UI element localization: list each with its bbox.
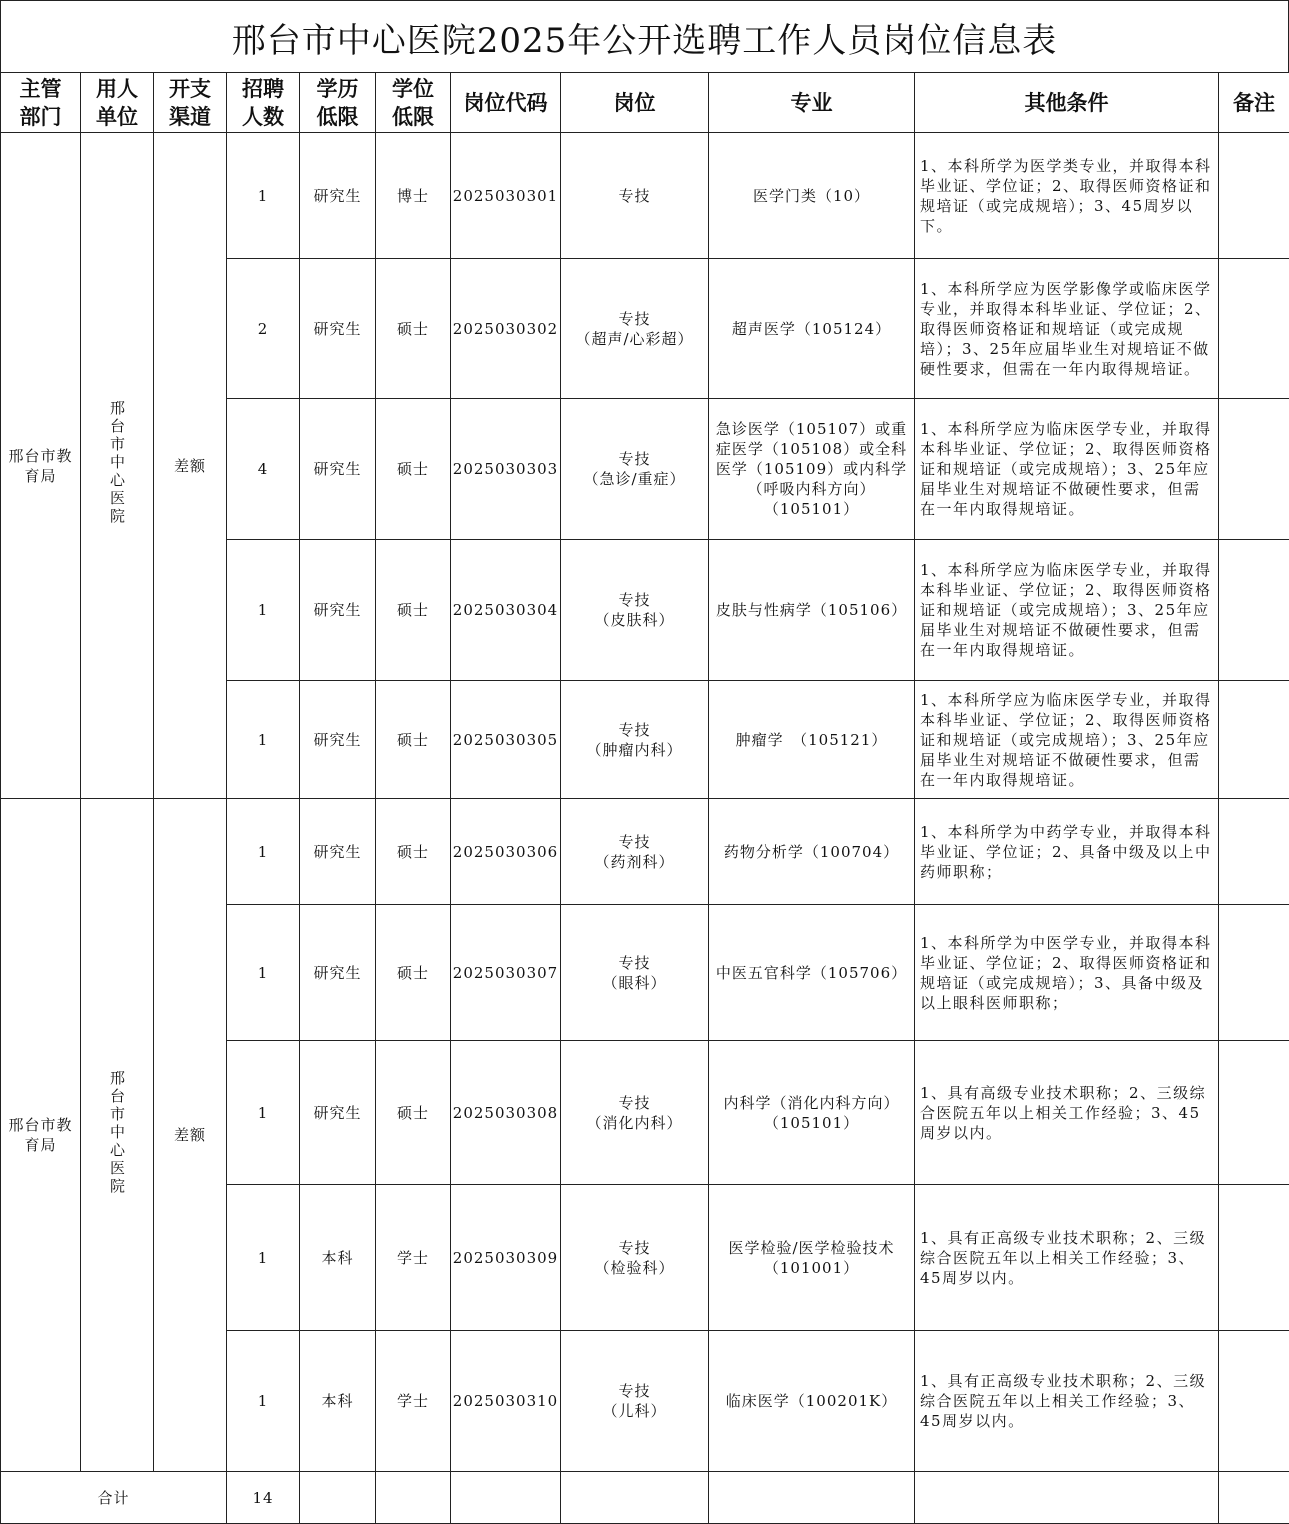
conditions-cell: 1、本科所学应为医学影像学或临床医学专业，并取得本科毕业证、学位证；2、取得医师资格证和规培证（或完成规培）；3、25年应届毕业生对规培证不做硬性要求，但需在一年内取得规培证。 — [915, 259, 1219, 399]
major-cell: 医学检验/医学检验技术（101001） — [709, 1185, 915, 1331]
remark-cell — [1219, 259, 1289, 399]
header-fund: 开支 渠道 — [154, 73, 227, 133]
edu-cell: 研究生 — [300, 133, 376, 259]
fund-cell: 差额 — [154, 799, 227, 1472]
table-row — [1, 133, 1289, 259]
edu-cell: 本科 — [300, 1185, 376, 1331]
dept-cell: 邢台市教育局 — [1, 133, 81, 799]
code-cell: 2025030306 — [451, 799, 561, 905]
empty-cell — [300, 1472, 376, 1524]
edu-cell: 本科 — [300, 1331, 376, 1472]
empty-cell — [915, 1472, 1219, 1524]
conditions-cell: 1、具有高级专业技术职称；2、三级综合医院五年以上相关工作经验；3、45周岁以内。 — [915, 1041, 1219, 1185]
code-cell: 2025030303 — [451, 399, 561, 540]
count-cell: 1 — [227, 905, 300, 1041]
count-cell: 1 — [227, 540, 300, 681]
remark-cell — [1219, 133, 1289, 259]
count-cell: 1 — [227, 1185, 300, 1331]
major-cell: 临床医学（100201K） — [709, 1331, 915, 1472]
header-dept: 主管 部门 — [1, 73, 81, 133]
edu-cell: 研究生 — [300, 1041, 376, 1185]
table-row — [1, 799, 1289, 905]
major-cell: 皮肤与性病学（105106） — [709, 540, 915, 681]
conditions-cell: 1、本科所学应为临床医学专业，并取得本科毕业证、学位证；2、取得医师资格证和规培证（或完成规培）；3、25年应届毕业生对规培证不做硬性要求，但需在一年内取得规培证。 — [915, 681, 1219, 799]
conditions-cell: 1、具有正高级专业技术职称；2、三级综合医院五年以上相关工作经验；3、45周岁以内。 — [915, 1185, 1219, 1331]
major-cell: 中医五官科学（105706） — [709, 905, 915, 1041]
total-row — [1, 1472, 1289, 1524]
major-cell: 药物分析学（100704） — [709, 799, 915, 905]
position-table — [0, 72, 1289, 1524]
empty-cell — [561, 1472, 709, 1524]
degree-cell: 学士 — [376, 1185, 451, 1331]
degree-cell: 硕士 — [376, 399, 451, 540]
sheet-title: 邢台市中心医院2025年公开选聘工作人员岗位信息表 — [0, 0, 1289, 73]
edu-cell: 研究生 — [300, 905, 376, 1041]
count-cell: 1 — [227, 133, 300, 259]
dept-cell: 邢台市教育局 — [1, 799, 81, 1472]
post-cell: 专技 （眼科） — [561, 905, 709, 1041]
count-cell: 1 — [227, 681, 300, 799]
major-cell: 超声医学（105124） — [709, 259, 915, 399]
degree-cell: 硕士 — [376, 540, 451, 681]
degree-cell: 硕士 — [376, 1041, 451, 1185]
post-cell: 专技 （儿科） — [561, 1331, 709, 1472]
header-count: 招聘 人数 — [227, 73, 300, 133]
header-post: 岗位 — [561, 73, 709, 133]
header-code: 岗位代码 — [451, 73, 561, 133]
header-degree: 学位 低限 — [376, 73, 451, 133]
edu-cell: 研究生 — [300, 259, 376, 399]
major-cell: 内科学（消化内科方向）（105101） — [709, 1041, 915, 1185]
header-remark: 备注 — [1219, 73, 1289, 133]
header-other: 其他条件 — [915, 73, 1219, 133]
degree-cell: 硕士 — [376, 799, 451, 905]
remark-cell — [1219, 540, 1289, 681]
count-cell: 4 — [227, 399, 300, 540]
edu-cell: 研究生 — [300, 399, 376, 540]
degree-cell: 硕士 — [376, 681, 451, 799]
count-cell: 1 — [227, 1041, 300, 1185]
post-cell: 专技 — [561, 133, 709, 259]
code-cell: 2025030308 — [451, 1041, 561, 1185]
degree-cell: 博士 — [376, 133, 451, 259]
conditions-cell: 1、本科所学应为临床医学专业，并取得本科毕业证、学位证；2、取得医师资格证和规培证（或完成规培）；3、25年应届毕业生对规培证不做硬性要求，但需在一年内取得规培证。 — [915, 399, 1219, 540]
remark-cell — [1219, 681, 1289, 799]
unit-cell: 邢台市中心医院 — [81, 799, 154, 1472]
header-edu: 学历 低限 — [300, 73, 376, 133]
count-cell: 2 — [227, 259, 300, 399]
post-cell: 专技 （急诊/重症） — [561, 399, 709, 540]
remark-cell — [1219, 399, 1289, 540]
degree-cell: 硕士 — [376, 905, 451, 1041]
empty-cell — [376, 1472, 451, 1524]
code-cell: 2025030302 — [451, 259, 561, 399]
remark-cell — [1219, 905, 1289, 1041]
edu-cell: 研究生 — [300, 540, 376, 681]
conditions-cell: 1、本科所学为中药学专业，并取得本科毕业证、学位证；2、具备中级及以上中药师职称； — [915, 799, 1219, 905]
fund-cell: 差额 — [154, 133, 227, 799]
code-cell: 2025030309 — [451, 1185, 561, 1331]
remark-cell — [1219, 1331, 1289, 1472]
post-cell: 专技 （药剂科） — [561, 799, 709, 905]
remark-cell — [1219, 799, 1289, 905]
header-row — [1, 73, 1289, 133]
total-count: 14 — [227, 1472, 300, 1524]
empty-cell — [709, 1472, 915, 1524]
header-major: 专业 — [709, 73, 915, 133]
total-label: 合计 — [1, 1472, 227, 1524]
post-cell: 专技 （肿瘤内科） — [561, 681, 709, 799]
code-cell: 2025030305 — [451, 681, 561, 799]
major-cell: 肿瘤学 （105121） — [709, 681, 915, 799]
major-cell: 急诊医学（105107）或重症医学（105108）或全科医学（105109）或内科学（呼吸内科方向）（105101） — [709, 399, 915, 540]
conditions-cell: 1、本科所学应为临床医学专业，并取得本科毕业证、学位证；2、取得医师资格证和规培证（或完成规培）；3、25年应届毕业生对规培证不做硬性要求，但需在一年内取得规培证。 — [915, 540, 1219, 681]
post-cell: 专技 （检验科） — [561, 1185, 709, 1331]
edu-cell: 研究生 — [300, 799, 376, 905]
unit-cell: 邢台市中心医院 — [81, 133, 154, 799]
major-cell: 医学门类（10） — [709, 133, 915, 259]
post-cell: 专技 （消化内科） — [561, 1041, 709, 1185]
degree-cell: 硕士 — [376, 259, 451, 399]
remark-cell — [1219, 1041, 1289, 1185]
post-cell: 专技 （皮肤科） — [561, 540, 709, 681]
header-unit: 用人 单位 — [81, 73, 154, 133]
edu-cell: 研究生 — [300, 681, 376, 799]
degree-cell: 学士 — [376, 1331, 451, 1472]
code-cell: 2025030307 — [451, 905, 561, 1041]
count-cell: 1 — [227, 1331, 300, 1472]
code-cell: 2025030304 — [451, 540, 561, 681]
empty-cell — [1219, 1472, 1289, 1524]
count-cell: 1 — [227, 799, 300, 905]
remark-cell — [1219, 1185, 1289, 1331]
post-cell: 专技 （超声/心彩超） — [561, 259, 709, 399]
code-cell: 2025030310 — [451, 1331, 561, 1472]
conditions-cell: 1、本科所学为中医学专业，并取得本科毕业证、学位证；2、取得医师资格证和规培证（或完成规培）；3、具备中级及以上眼科医师职称； — [915, 905, 1219, 1041]
conditions-cell: 1、具有正高级专业技术职称；2、三级综合医院五年以上相关工作经验；3、45周岁以内。 — [915, 1331, 1219, 1472]
empty-cell — [451, 1472, 561, 1524]
conditions-cell: 1、本科所学为医学类专业，并取得本科毕业证、学位证；2、取得医师资格证和规培证（或完成规培）；3、45周岁以下。 — [915, 133, 1219, 259]
code-cell: 2025030301 — [451, 133, 561, 259]
